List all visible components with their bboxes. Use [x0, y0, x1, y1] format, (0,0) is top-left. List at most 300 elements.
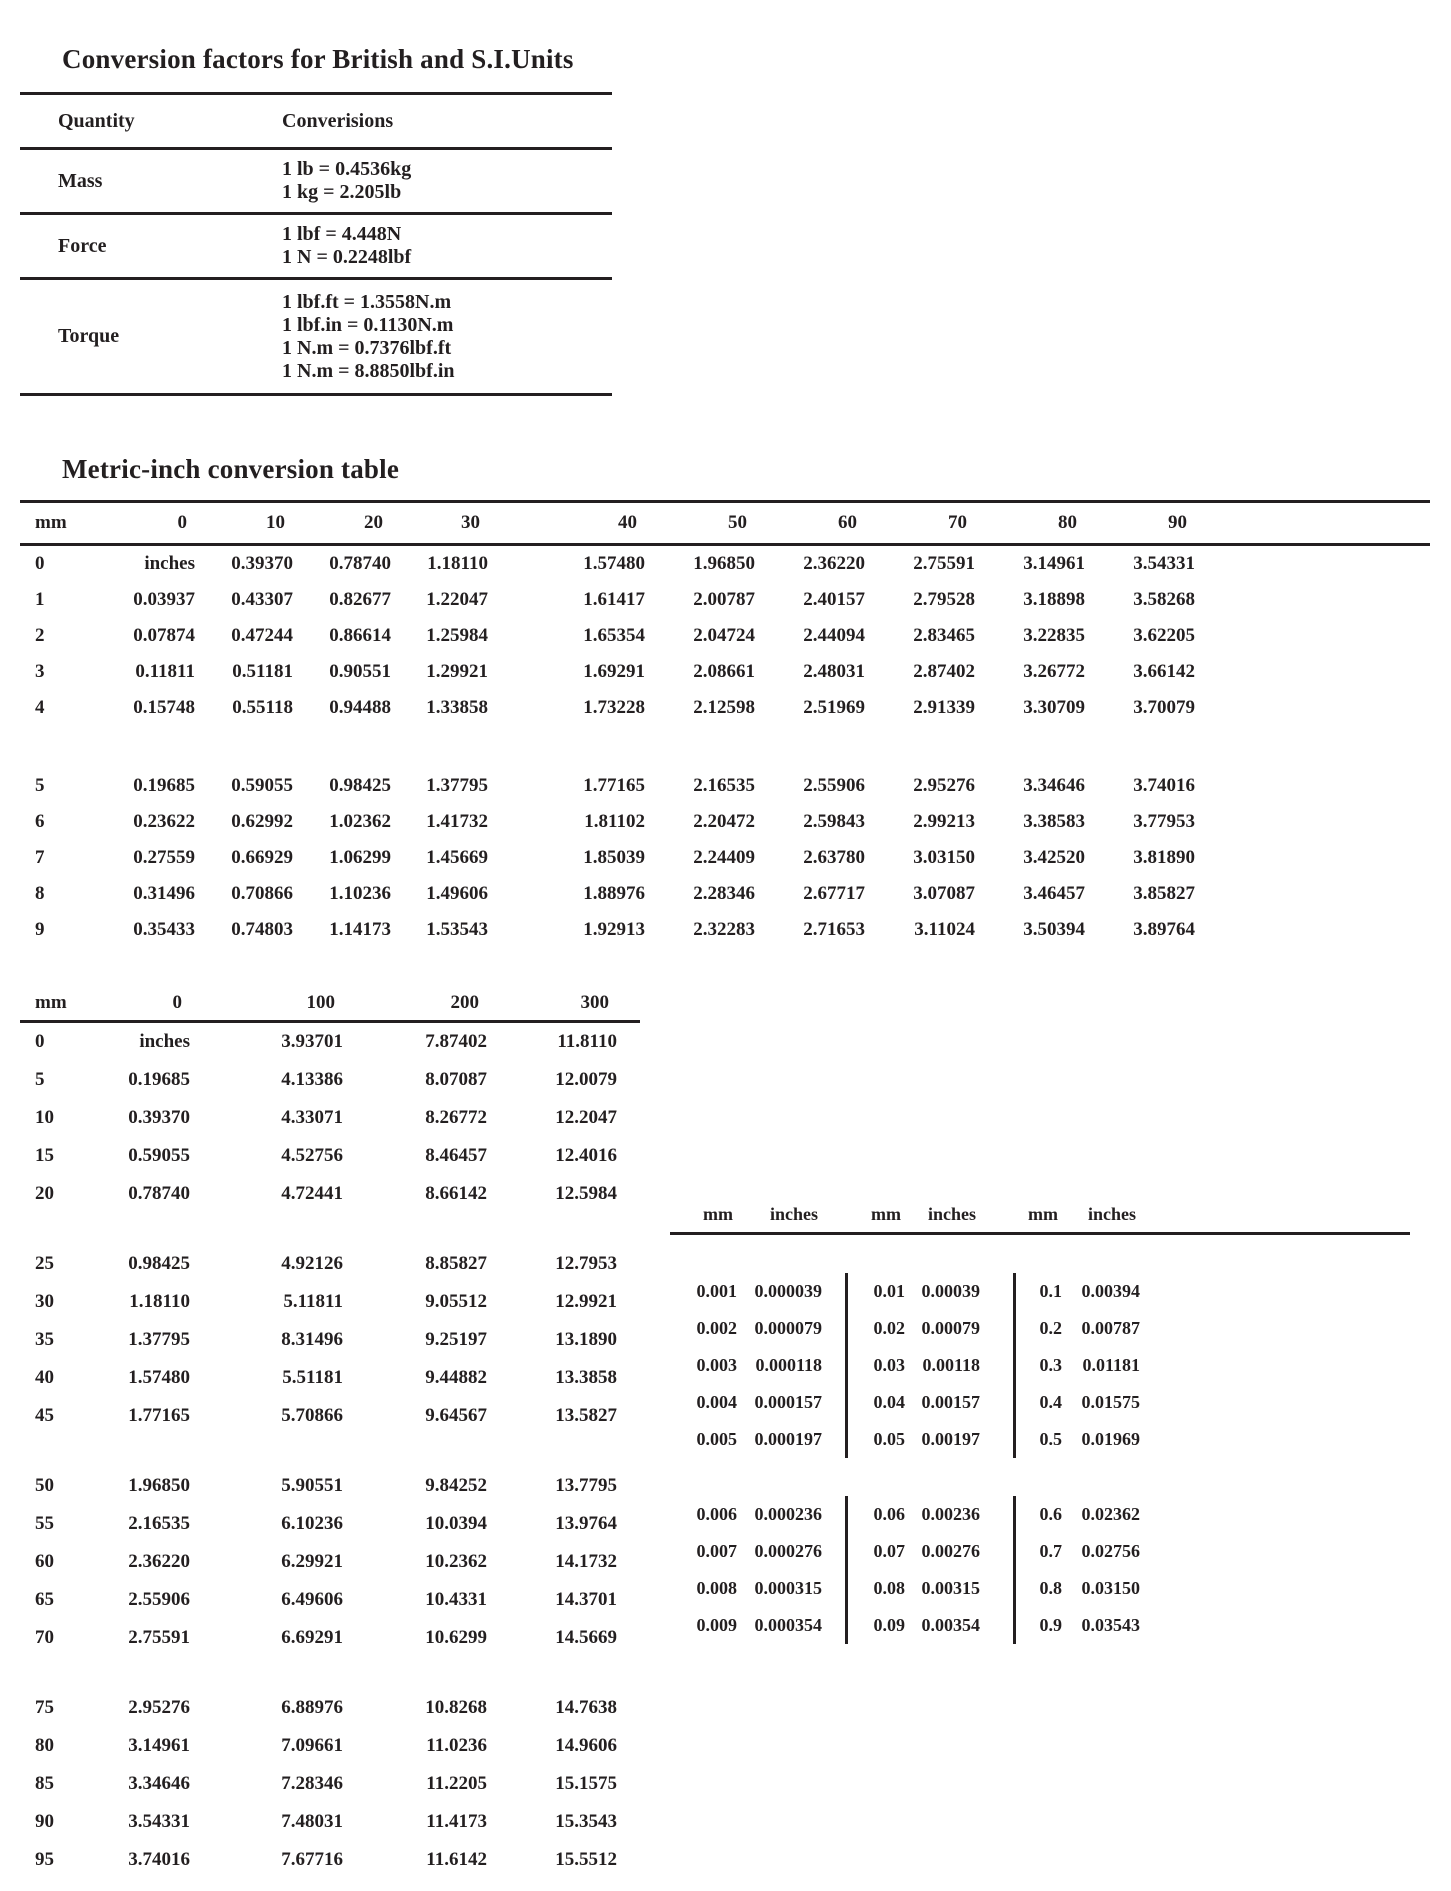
cell-value: 3.81890 — [1133, 847, 1195, 868]
inches-value: 0.00394 — [1081, 1281, 1140, 1301]
cell-value: 2.87402 — [913, 661, 975, 682]
cell-value: 7.67716 — [281, 1849, 343, 1870]
inches-value: 0.00039 — [921, 1281, 980, 1301]
column-header: mm — [703, 1203, 733, 1224]
cell-value: 3.89764 — [1133, 919, 1195, 940]
column-header: inches — [769, 1203, 818, 1224]
cell-value: 2.79528 — [913, 589, 975, 610]
cell-value: 3.18898 — [1023, 589, 1085, 610]
force-row — [20, 215, 612, 280]
cell-value: 11.2205 — [426, 1773, 487, 1794]
cell-value: 14.7638 — [555, 1697, 617, 1718]
cell-value: 15.1575 — [555, 1773, 617, 1794]
cell-value: 1.57480 — [583, 553, 645, 574]
column-header: 80 — [1058, 512, 1077, 533]
cell-value: 12.7953 — [555, 1253, 617, 1274]
cell-value: 14.3701 — [555, 1589, 617, 1610]
mm-value: 0.007 — [696, 1541, 737, 1561]
cell-value: 11.0236 — [426, 1735, 487, 1756]
mm-value: 0.006 — [696, 1504, 737, 1524]
cell-value: 0.07874 — [133, 625, 195, 646]
cell-value: 1.53543 — [426, 919, 488, 940]
cell-value: 2.16535 — [128, 1513, 190, 1534]
cell-value: 2.24409 — [693, 847, 755, 868]
table-row — [670, 1607, 1410, 1644]
conversion-line: 1 lbf.in = 0.1130N.m — [282, 313, 454, 336]
table-row — [20, 654, 1430, 690]
cell-value: 3.66142 — [1133, 661, 1195, 682]
column-header: 10 — [266, 512, 285, 533]
cell-value: 2.44094 — [803, 625, 865, 646]
cell-value: 2.00787 — [693, 589, 755, 610]
column-header: mm — [1028, 1203, 1058, 1224]
cell-value: 9.84252 — [425, 1475, 487, 1496]
cell-value: 1.18110 — [129, 1291, 190, 1312]
row-label-mm: 5 — [35, 1069, 45, 1090]
cell-value: 7.87402 — [425, 1031, 487, 1052]
cell-value: 3.50394 — [1023, 919, 1085, 940]
cell-value: 3.74016 — [128, 1849, 190, 1870]
row-label-mm: 20 — [35, 1183, 54, 1204]
column-header: 300 — [580, 991, 609, 1013]
table-row — [20, 1581, 640, 1619]
row-label-mm: 50 — [35, 1475, 54, 1496]
mm-value: 0.009 — [696, 1615, 737, 1635]
cell-value: 8.26772 — [425, 1107, 487, 1128]
cell-value: 0.47244 — [231, 625, 293, 646]
cell-value: 4.72441 — [281, 1183, 343, 1204]
metric-inch-table — [20, 500, 1430, 948]
cell-value: 13.5827 — [555, 1405, 617, 1426]
cell-value: 0.31496 — [133, 883, 195, 904]
cell-value: 2.75591 — [913, 553, 975, 574]
cell-value: 2.75591 — [128, 1627, 190, 1648]
inches-value: 0.03150 — [1081, 1578, 1140, 1598]
table-row — [20, 1727, 640, 1765]
row-label-mm: 30 — [35, 1291, 54, 1312]
table-row — [20, 582, 1430, 618]
table-row — [20, 840, 1430, 876]
column-header: 100 — [306, 991, 335, 1013]
inches-value: 0.03543 — [1081, 1615, 1140, 1635]
cell-value: 0.51181 — [232, 661, 293, 682]
cell-value: 4.13386 — [281, 1069, 343, 1090]
cell-value: 10.8268 — [425, 1697, 487, 1718]
cell-value: 2.95276 — [128, 1697, 190, 1718]
cell-value: 0.78740 — [329, 553, 391, 574]
cell-value: 11.4173 — [426, 1811, 487, 1832]
cell-value: 1.73228 — [583, 697, 645, 718]
cell-value: 9.25197 — [425, 1329, 487, 1350]
row-label-mm: 9 — [35, 919, 45, 940]
decimal-table-header-row — [670, 1196, 1410, 1235]
column-header: inches — [1087, 1203, 1136, 1224]
cell-value: 12.9921 — [555, 1291, 617, 1312]
cell-value: 3.70079 — [1133, 697, 1195, 718]
cell-value: 9.44882 — [425, 1367, 487, 1388]
cell-value: 6.29921 — [281, 1551, 343, 1572]
cell-value: 5.11811 — [283, 1291, 343, 1312]
cell-value: 0.62992 — [231, 811, 293, 832]
table-row — [670, 1347, 1410, 1384]
inches-value: 0.02756 — [1081, 1541, 1140, 1561]
cell-value: 2.71653 — [803, 919, 865, 940]
inches-value: 0.00236 — [921, 1504, 980, 1524]
mm-value: 0.04 — [873, 1392, 905, 1412]
cell-value: 2.55906 — [803, 775, 865, 796]
cell-value: 5.90551 — [281, 1475, 343, 1496]
column-header: 90 — [1168, 512, 1187, 533]
inches-value: 0.01575 — [1081, 1392, 1140, 1412]
inches-value: 0.00118 — [922, 1355, 980, 1375]
cell-value: 13.3858 — [555, 1367, 617, 1388]
mass-row — [20, 150, 612, 215]
table-row — [20, 1765, 640, 1803]
mm-value: 0.07 — [873, 1541, 905, 1561]
cell-value: 0.98425 — [329, 775, 391, 796]
row-group-gap — [20, 726, 1430, 768]
cell-value: 8.07087 — [425, 1069, 487, 1090]
metric-table-title: Metric-inch conversion table — [62, 454, 400, 484]
cell-value: 1.14173 — [329, 919, 391, 940]
corner-header-mm: mm — [35, 991, 67, 1013]
cell-value: 2.40157 — [803, 589, 865, 610]
column-header: 40 — [618, 512, 637, 533]
mm-value: 0.02 — [873, 1318, 905, 1338]
mm-value: 0.001 — [696, 1281, 737, 1301]
table-row — [20, 1099, 640, 1137]
cell-value: 1.02362 — [329, 811, 391, 832]
conversion-lines — [282, 291, 612, 383]
hundreds-table — [20, 985, 640, 1879]
decimal-conversion-table — [670, 1196, 1410, 1644]
inches-value: 0.000157 — [754, 1392, 822, 1412]
inches-value: 0.000039 — [754, 1281, 822, 1301]
conversion-lines — [282, 158, 612, 204]
row-label-mm: 8 — [35, 883, 45, 904]
cell-value: 1.77165 — [583, 775, 645, 796]
row-label-mm: 65 — [35, 1589, 54, 1610]
cell-value: 14.1732 — [555, 1551, 617, 1572]
cell-value: 0.27559 — [133, 847, 195, 868]
cell-value: 1.49606 — [426, 883, 488, 904]
cell-value: 2.91339 — [913, 697, 975, 718]
cell-value: 1.85039 — [583, 847, 645, 868]
cell-value: 1.37795 — [426, 775, 488, 796]
mm-value: 0.008 — [696, 1578, 737, 1598]
conversion-line: 1 lb = 0.4536kg — [282, 158, 412, 180]
inches-value: 0.000276 — [754, 1541, 822, 1561]
inches-value: 0.00079 — [921, 1318, 980, 1338]
table-row — [20, 1245, 640, 1283]
cell-value: 10.0394 — [425, 1513, 487, 1534]
table-row — [670, 1384, 1410, 1421]
cell-value: 2.95276 — [913, 775, 975, 796]
conversion-lines — [282, 223, 612, 269]
table-row — [20, 1321, 640, 1359]
cell-value: 2.67717 — [803, 883, 865, 904]
column-header: 20 — [364, 512, 383, 533]
cell-value: 1.33858 — [426, 697, 488, 718]
vertical-divider — [845, 1496, 848, 1644]
mm-value: 0.9 — [1039, 1615, 1062, 1635]
cell-value: 2.99213 — [913, 811, 975, 832]
mm-value: 0.03 — [873, 1355, 905, 1375]
cell-value: 7.09661 — [281, 1735, 343, 1756]
cell-value: 0.11811 — [135, 661, 195, 682]
mm-value: 0.01 — [873, 1281, 905, 1301]
cell-value: 2.08661 — [693, 661, 755, 682]
row-label-mm: 90 — [35, 1811, 54, 1832]
cell-value: 5.51181 — [282, 1367, 343, 1388]
table-row — [20, 1543, 640, 1581]
row-label-mm: 3 — [35, 661, 45, 682]
mm-value: 0.5 — [1039, 1429, 1062, 1449]
cell-value: 2.32283 — [693, 919, 755, 940]
quantity-label: Mass — [58, 169, 103, 192]
conversion-factors-table — [20, 92, 612, 396]
cell-value: 2.51969 — [803, 697, 865, 718]
mm-value: 0.3 — [1039, 1355, 1062, 1375]
cell-value: 3.30709 — [1023, 697, 1085, 718]
table-row — [20, 1689, 640, 1727]
inches-value: 0.00787 — [1081, 1318, 1140, 1338]
row-label-mm: 85 — [35, 1773, 54, 1794]
cell-value: 0.59055 — [231, 775, 293, 796]
table-row — [20, 1619, 640, 1657]
cell-value: inches — [144, 553, 195, 574]
row-label-mm: 95 — [35, 1849, 54, 1870]
row-label-mm: 1 — [35, 589, 45, 610]
cell-value: 3.07087 — [913, 883, 975, 904]
cell-value: 7.28346 — [281, 1773, 343, 1794]
cell-value: 0.35433 — [133, 919, 195, 940]
mm-value: 0.08 — [873, 1578, 905, 1598]
row-label-mm: 70 — [35, 1627, 54, 1648]
table-row — [20, 912, 1430, 948]
cell-value: 3.34646 — [1023, 775, 1085, 796]
cell-value: 3.11024 — [914, 919, 975, 940]
cell-value: 3.34646 — [128, 1773, 190, 1794]
cell-value: 3.74016 — [1133, 775, 1195, 796]
inches-value: 0.00315 — [921, 1578, 980, 1598]
cell-value: 10.4331 — [425, 1589, 487, 1610]
row-label-mm: 7 — [35, 847, 45, 868]
table-row — [20, 768, 1430, 804]
column-header: mm — [871, 1203, 901, 1224]
cell-value: 12.0079 — [555, 1069, 617, 1090]
row-label-mm: 6 — [35, 811, 45, 832]
cell-value: inches — [139, 1031, 190, 1052]
table-row — [20, 690, 1430, 726]
column-header: 200 — [450, 991, 479, 1013]
cell-value: 0.03937 — [133, 589, 195, 610]
cell-value: 0.23622 — [133, 811, 195, 832]
cell-value: 3.58268 — [1133, 589, 1195, 610]
cell-value: 0.15748 — [133, 697, 195, 718]
cell-value: 1.81102 — [584, 811, 645, 832]
cell-value: 0.74803 — [231, 919, 293, 940]
cell-value: 1.57480 — [128, 1367, 190, 1388]
cell-value: 2.59843 — [803, 811, 865, 832]
cell-value: 8.66142 — [425, 1183, 487, 1204]
decimal-table-block-1 — [670, 1273, 1410, 1458]
cell-value: 1.77165 — [128, 1405, 190, 1426]
hundreds-table-header-row — [20, 985, 640, 1023]
mm-value: 0.2 — [1039, 1318, 1062, 1338]
cell-value: 3.62205 — [1133, 625, 1195, 646]
mm-value: 0.7 — [1039, 1541, 1062, 1561]
table-row — [20, 1467, 640, 1505]
table-row — [670, 1421, 1410, 1458]
table-row — [20, 1023, 640, 1061]
cell-value: 1.25984 — [426, 625, 488, 646]
row-group-gap — [20, 1213, 640, 1245]
cell-value: 12.4016 — [555, 1145, 617, 1166]
column-header: 0 — [172, 991, 182, 1013]
cell-value: 1.96850 — [693, 553, 755, 574]
cell-value: 6.10236 — [281, 1513, 343, 1534]
cell-value: 11.8110 — [557, 1031, 617, 1052]
row-label-mm: 2 — [35, 625, 45, 646]
inches-value: 0.01969 — [1081, 1429, 1140, 1449]
row-label-mm: 80 — [35, 1735, 54, 1756]
cell-value: 2.28346 — [693, 883, 755, 904]
inches-value: 0.00157 — [921, 1392, 980, 1412]
mm-value: 0.004 — [696, 1392, 737, 1412]
inches-value: 0.000197 — [754, 1429, 822, 1449]
cell-value: 2.36220 — [803, 553, 865, 574]
cell-value: 12.5984 — [555, 1183, 617, 1204]
cell-value: 2.83465 — [913, 625, 975, 646]
metric-table-header-row — [20, 500, 1430, 546]
column-header: inches — [927, 1203, 976, 1224]
cell-value: 8.46457 — [425, 1145, 487, 1166]
table-row — [20, 1841, 640, 1879]
cell-value: 0.55118 — [232, 697, 293, 718]
table-row — [670, 1570, 1410, 1607]
cell-value: 14.5669 — [555, 1627, 617, 1648]
cell-value: 2.04724 — [693, 625, 755, 646]
conversion-factors-header-row — [20, 95, 612, 150]
cell-value: 6.88976 — [281, 1697, 343, 1718]
cell-value: 3.26772 — [1023, 661, 1085, 682]
inches-value: 0.00354 — [921, 1615, 980, 1635]
table-row — [20, 618, 1430, 654]
table-row — [20, 1803, 640, 1841]
vertical-divider — [845, 1273, 848, 1458]
cell-value: 4.33071 — [281, 1107, 343, 1128]
cell-value: 2.12598 — [693, 697, 755, 718]
cell-value: 1.45669 — [426, 847, 488, 868]
cell-value: 0.78740 — [128, 1183, 190, 1204]
table-row — [670, 1310, 1410, 1347]
cell-value: 0.59055 — [128, 1145, 190, 1166]
row-label-mm: 0 — [35, 553, 45, 574]
cell-value: 1.88976 — [583, 883, 645, 904]
inches-value: 0.02362 — [1081, 1504, 1140, 1524]
row-group-gap — [20, 1435, 640, 1467]
column-header: 50 — [728, 512, 747, 533]
mm-value: 0.4 — [1039, 1392, 1062, 1412]
row-label-mm: 60 — [35, 1551, 54, 1572]
cell-value: 3.42520 — [1023, 847, 1085, 868]
cell-value: 1.06299 — [329, 847, 391, 868]
mm-value: 0.06 — [873, 1504, 905, 1524]
table-row — [20, 1397, 640, 1435]
table-row — [670, 1533, 1410, 1570]
table-row — [20, 1061, 640, 1099]
inches-value: 0.00276 — [921, 1541, 980, 1561]
table-row — [20, 1359, 640, 1397]
cell-value: 3.14961 — [1023, 553, 1085, 574]
cell-value: 1.96850 — [128, 1475, 190, 1496]
cell-value: 1.92913 — [583, 919, 645, 940]
cell-value: 0.90551 — [329, 661, 391, 682]
row-label-mm: 5 — [35, 775, 45, 796]
inches-value: 0.000236 — [754, 1504, 822, 1524]
row-label-mm: 35 — [35, 1329, 54, 1350]
cell-value: 10.2362 — [425, 1551, 487, 1572]
row-label-mm: 45 — [35, 1405, 54, 1426]
mm-value: 0.003 — [696, 1355, 737, 1375]
cell-value: 0.19685 — [133, 775, 195, 796]
cell-value: 3.77953 — [1133, 811, 1195, 832]
row-label-mm: 10 — [35, 1107, 54, 1128]
conversion-line: 1 N.m = 8.8850lbf.in — [282, 359, 455, 382]
conversion-line: 1 N = 0.2248lbf — [282, 246, 412, 268]
cell-value: 6.69291 — [281, 1627, 343, 1648]
cell-value: 11.6142 — [426, 1849, 487, 1870]
inches-value: 0.000315 — [754, 1578, 822, 1598]
mm-value: 0.09 — [873, 1615, 905, 1635]
cell-value: 5.70866 — [281, 1405, 343, 1426]
cell-value: 1.69291 — [583, 661, 645, 682]
cell-value: 9.05512 — [425, 1291, 487, 1312]
row-label-mm: 40 — [35, 1367, 54, 1388]
cell-value: 6.49606 — [281, 1589, 343, 1610]
conversion-line: 1 N.m = 0.7376lbf.ft — [282, 336, 452, 359]
cell-value: 0.94488 — [329, 697, 391, 718]
cell-value: 0.66929 — [231, 847, 293, 868]
quantity-label: Force — [58, 234, 107, 257]
cell-value: 2.36220 — [128, 1551, 190, 1572]
cell-value: 1.65354 — [583, 625, 645, 646]
table-row — [670, 1496, 1410, 1533]
column-header: 0 — [177, 512, 187, 533]
cell-value: 1.29921 — [426, 661, 488, 682]
inches-value: 0.01181 — [1082, 1355, 1140, 1375]
cell-value: 0.70866 — [231, 883, 293, 904]
conversion-line: 1 lbf = 4.448N — [282, 223, 402, 245]
corner-header-mm: mm — [35, 512, 67, 533]
row-label-mm: 15 — [35, 1145, 54, 1166]
row-label-mm: 75 — [35, 1697, 54, 1718]
table-row — [20, 876, 1430, 912]
cell-value: 15.3543 — [555, 1811, 617, 1832]
cell-value: 3.93701 — [281, 1031, 343, 1052]
table-row — [20, 804, 1430, 840]
mm-value: 0.1 — [1039, 1281, 1062, 1301]
table-row — [20, 1137, 640, 1175]
mm-value: 0.05 — [873, 1429, 905, 1449]
conversion-factors-title: Conversion factors for British and S.I.Units — [62, 44, 574, 74]
table-row — [20, 546, 1430, 582]
cell-value: 2.20472 — [693, 811, 755, 832]
column-header: 70 — [948, 512, 967, 533]
cell-value: 4.92126 — [281, 1253, 343, 1274]
cell-value: 1.22047 — [426, 589, 488, 610]
